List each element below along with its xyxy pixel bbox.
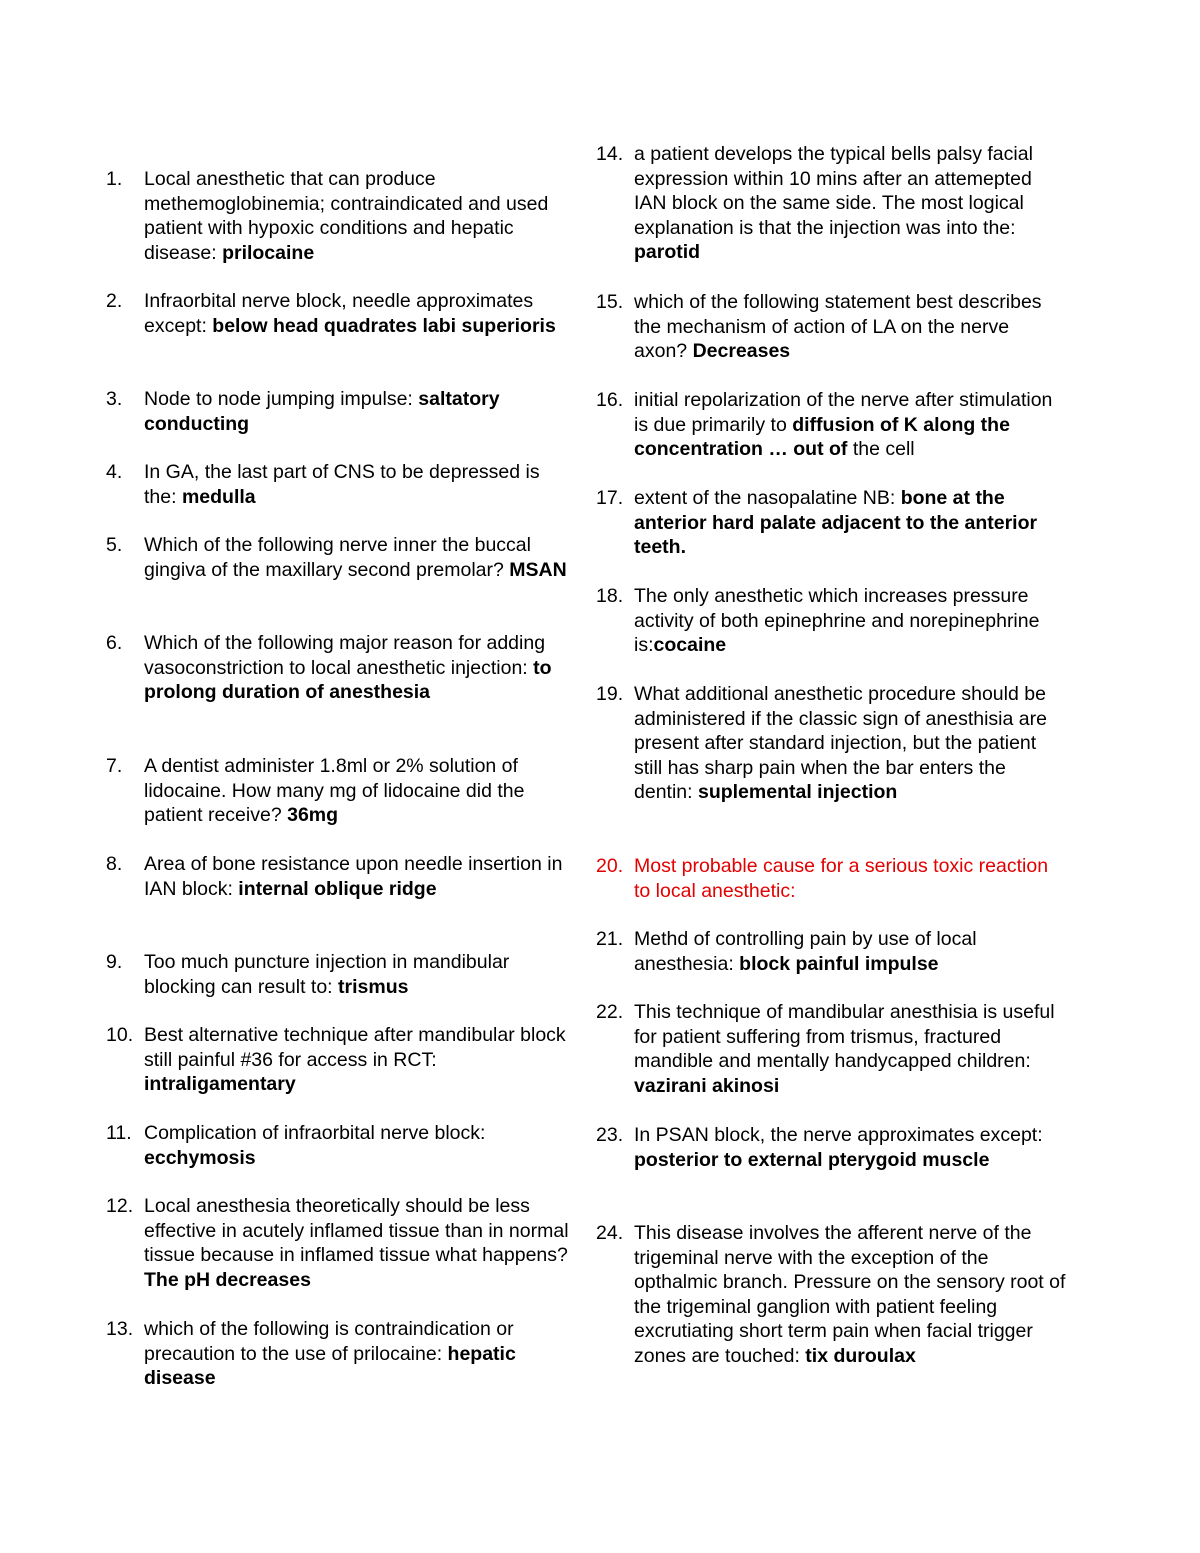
question-body (144, 533, 576, 582)
answer-text: below head quadrates labi superioris (212, 314, 556, 337)
question-body (634, 584, 1066, 658)
question-body (144, 950, 576, 999)
answer-text: posterior to external pterygoid muscle (634, 1148, 990, 1171)
question-body (144, 852, 576, 901)
question-item (106, 289, 576, 338)
question-number: 17. (596, 487, 624, 509)
question-number: 1. (106, 168, 123, 190)
answer-text: suplemental injection (697, 781, 898, 804)
question-body (634, 1123, 1066, 1172)
answer-text: The pH decreases (144, 1268, 311, 1291)
question-item (106, 387, 576, 436)
question-text: a patient develops the typical bells palsy facial expression within 10 mins after an attemepted IAN block on the same side. The most logical explanation is that the injection was into the: (634, 143, 1033, 239)
question-text: Local anesthetic that can produce methemoglobinemia; contraindicated and used patient with hypoxic conditions and hepatic disease: (144, 168, 549, 264)
question-item (106, 167, 576, 265)
question-item (106, 533, 576, 582)
question-body (144, 1121, 576, 1170)
question-body (144, 631, 576, 705)
question-number: 12. (106, 1195, 134, 1217)
question-text: In PSAN block, the nerve approximates except: (634, 1124, 1043, 1146)
answer-text: medulla (181, 485, 256, 508)
question-item (596, 486, 1066, 560)
question-number: 21. (596, 928, 624, 950)
question-body (634, 142, 1066, 265)
question-body (144, 754, 576, 828)
question-item (106, 1121, 576, 1170)
question-body (144, 460, 576, 509)
question-text: which of the following is contraindication or precaution to the use of prilocaine: (144, 1318, 514, 1365)
question-number: 19. (596, 683, 624, 705)
question-number: 24. (596, 1222, 624, 1244)
question-number: 2. (106, 290, 123, 312)
question-body (144, 289, 576, 338)
question-number: 15. (596, 291, 624, 313)
question-item (596, 927, 1066, 976)
question-item-highlighted (596, 854, 1066, 903)
question-text: This technique of mandibular anesthisia is useful for patient suffering from trismus, fractured mandible and mentally handycapped children: (634, 1001, 1055, 1073)
question-number: 6. (106, 632, 123, 654)
question-body (634, 486, 1066, 560)
answer-text: intraligamentary (144, 1073, 296, 1096)
question-number: 22. (596, 1001, 624, 1023)
question-body (634, 1000, 1066, 1098)
answer-text: trismus (338, 975, 409, 998)
question-body (634, 1221, 1066, 1369)
question-text: Best alternative technique after mandibular block still painful #36 for access in RCT: (144, 1024, 566, 1071)
answer-text: bone at the anterior hard palate adjacent to the anterior teeth. (634, 487, 1038, 559)
question-body (634, 290, 1066, 364)
question-text: Area of bone resistance upon needle insertion in IAN block: (144, 853, 563, 900)
answer-text: vazirani akinosi (634, 1074, 780, 1097)
question-number: 10. (106, 1024, 134, 1046)
answer-text: MSAN (509, 558, 567, 581)
question-text: In GA, the last part of CNS to be depressed is the: (144, 461, 540, 508)
question-body (144, 1194, 576, 1292)
question-text: This disease involves the afferent nerve of the trigeminal nerve with the exception of the opthalmic branch. Pressure on the sensory root of the trigeminal ganglion with patient feeling excrutiating short term pain when facial trigger zones are touched: (634, 1222, 1066, 1367)
question-text: Which of the following nerve inner the buccal gingiva of the maxillary second premolar? (144, 534, 531, 581)
question-item (106, 460, 576, 509)
question-number: 4. (106, 461, 123, 483)
question-item (596, 1221, 1066, 1369)
question-text: Which of the following major reason for adding vasoconstriction to local anesthetic injection: (144, 632, 546, 679)
question-body (144, 387, 576, 436)
answer-text: Decreases (692, 340, 791, 363)
question-text: A dentist administer 1.8ml or 2% solution of lidocaine. How many mg of lidocaine did the patient receive? (144, 755, 525, 827)
question-item (596, 290, 1066, 364)
question-text: Complication of infraorbital nerve block: (144, 1122, 486, 1144)
answer-text: block painful impulse (739, 952, 939, 975)
question-item (106, 950, 576, 999)
question-item (596, 1000, 1066, 1098)
question-number: 23. (596, 1124, 624, 1146)
answer-text: diffusion of K along the concentration … out of (634, 413, 1010, 461)
answer-text: cocaine (653, 634, 727, 657)
question-number: 20. (596, 855, 624, 877)
question-item (106, 754, 576, 828)
question-item (596, 142, 1066, 265)
question-item (106, 1194, 576, 1292)
question-text: initial repolarization of the nerve after stimulation is due primarily to (634, 389, 1053, 436)
question-body (634, 682, 1066, 805)
answer-text: tix duroulax (805, 1344, 916, 1367)
question-body (144, 1317, 576, 1391)
question-item (596, 1123, 1066, 1172)
answer-text: prilocaine (222, 241, 315, 264)
question-item (106, 1023, 576, 1097)
answer-text: saltatory conducting (144, 388, 500, 435)
question-text-after: the cell (847, 438, 915, 461)
answer-text: to prolong duration of anesthesia (144, 656, 552, 704)
question-text: extent of the nasopalatine NB: (634, 487, 901, 509)
question-text: which of the following statement best describes the mechanism of action of LA on the nerve axon? (634, 291, 1042, 363)
answer-text: 36mg (287, 804, 339, 827)
answer-text: internal oblique ridge (238, 877, 437, 900)
question-item (106, 1317, 576, 1391)
question-text: Methd of controlling pain by use of local anesthesia: (634, 928, 977, 975)
answer-text: hepatic disease (144, 1342, 516, 1390)
question-number: 18. (596, 585, 624, 607)
question-body (634, 854, 1066, 903)
question-text: Most probable cause for a serious toxic reaction to local anesthetic: (634, 855, 1049, 902)
question-body (144, 1023, 576, 1097)
question-number: 16. (596, 389, 624, 411)
question-item (596, 584, 1066, 658)
question-item (596, 682, 1066, 805)
question-body (634, 927, 1066, 976)
question-number: 3. (106, 388, 123, 410)
question-text: What additional anesthetic procedure should be administered if the classic sign of anesthisia are present after standard injection, but the patient still has sharp pain when the bar enters the dentin: (634, 683, 1047, 804)
question-body (634, 388, 1066, 462)
question-text: The only anesthetic which increases pressure activity of both epinephrine and norepinephrine is: (634, 585, 1040, 657)
question-body (144, 167, 576, 265)
question-number: 9. (106, 951, 123, 973)
question-text: Too much puncture injection in mandibular blocking can result to: (144, 951, 510, 998)
question-text: Node to node jumping impulse: (144, 388, 419, 410)
question-number: 8. (106, 853, 123, 875)
question-number: 11. (106, 1122, 132, 1144)
question-text: Infraorbital nerve block, needle approximates except: (144, 290, 534, 337)
answer-text: ecchymosis (144, 1146, 256, 1169)
question-number: 7. (106, 755, 123, 777)
answer-text: parotid (634, 241, 701, 264)
question-item (596, 388, 1066, 462)
question-number: 13. (106, 1318, 134, 1340)
question-item (106, 631, 576, 705)
question-number: 14. (596, 143, 624, 165)
question-item (106, 852, 576, 901)
question-text: Local anesthesia theoretically should be less effective in acutely inflamed tissue than in normal tissue because in inflamed tissue what happens? (144, 1195, 569, 1267)
question-number: 5. (106, 534, 123, 556)
